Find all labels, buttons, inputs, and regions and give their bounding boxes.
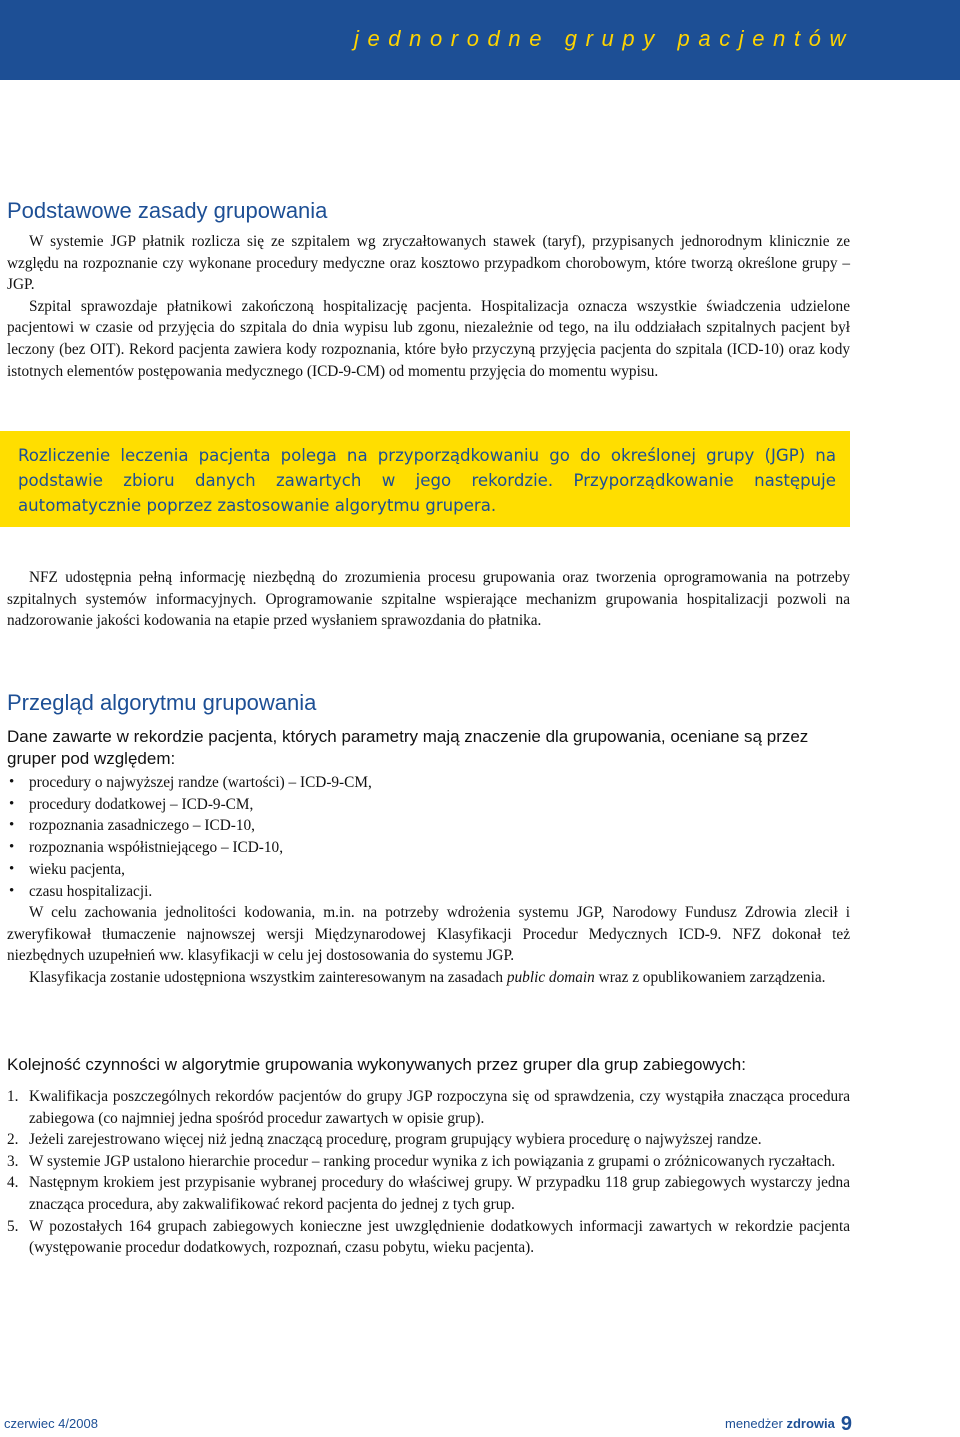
- list-item: 1. Kwalifikacja poszczególnych rekordów pacjentów do grupy JGP rozpoczyna się od sprawdzenia, czy wystąpiła znacząca procedura zabiegowa (co najmniej jedna spośród procedur zawartych w opisie grup).: [7, 1088, 850, 1127]
- list-item: 5. W pozostałych 164 grupach zabiegowych konieczne jest uwzględnienie dodatkowych informacji zawartych w rekordzie pacjenta (występowanie procedur dodatkowych, rozpoznań, czasu pobytu, wieku pacjenta).: [7, 1217, 850, 1257]
- header-title: jednorodne grupy pacjentów: [353, 26, 854, 51]
- parameters-list: [7, 772, 850, 902]
- brand-name: menedżer zdrowia: [725, 1416, 835, 1431]
- list-item: • procedury o najwyższej randze (wartości) – ICD-9-CM,: [7, 772, 850, 794]
- footer-issue: czerwiec 4/2008: [4, 1416, 98, 1431]
- paragraph-basics-2: Szpital sprawozdaje płatnikowi zakończoną hospitalizację pacjenta. Hospitalizacja oznacza wszystkie świadczenia udzielone pacjentowi w czasie od przyjęcia do szpitala do dnia wypisu lub zgonu, niezależnie od tego, na ilu oddziałach szpitalnych pacjent był leczony (bez OIT). Rekord pacjenta zawiera kody rozpoznania, które było przyczyną przyjęcia pacjenta do szpitala (ICD-10) oraz kody istotnych elementów postępowania medycznego (ICD-9-CM) od momentu przyjęcia do momentu wypisu.: [7, 297, 850, 380]
- main-content: [7, 195, 850, 382]
- highlight-box: [0, 431, 850, 527]
- list-item: • czasu hospitalizacji.: [7, 881, 850, 903]
- paragraph-public-domain: Klasyfikacja zostanie udostępniona wszystkim zainteresowanym na zasadach public domain wraz z opublikowaniem zarządzenia.: [29, 969, 826, 986]
- list-item: • procedury dodatkowej – ICD-9-CM,: [7, 794, 850, 816]
- section-heading-basics: Podstawowe zasady grupowania: [7, 198, 328, 223]
- nfz-block: [7, 567, 850, 632]
- subheading-steps: Kolejność czynności w algorytmie grupowania wykonywanych przez gruper dla grup zabiegowych:: [7, 1055, 746, 1074]
- list-item: 3. W systemie JGP ustalono hierarchie procedur – ranking procedur wynika z ich powiązania z grupami o zróżnicowanych ryczałtach.: [7, 1152, 836, 1170]
- paragraph-icd9-translation: W celu zachowania jednolitości kodowania, m.in. na potrzeby wdrożenia systemu JGP, Narodowy Fundusz Zdrowia zlecił i zweryfikował tłumaczenie najnowszej wersji Międzynarodowej Klasyfikacji Procedur Medycznych ICD-9. NFZ dokonał też niezbędnych uzupełnień ww. klasyfikacji w celu jej dostosowania do systemu JGP.: [7, 904, 850, 965]
- bullet-icon: •: [9, 860, 15, 877]
- section-heading-algorithm: Przegląd algorytmu grupowania: [7, 690, 317, 715]
- list-item: • rozpoznania zasadniczego – ICD-10,: [7, 815, 850, 837]
- highlight-text: Rozliczenie leczenia pacjenta polega na przyporządkowaniu go do określonej grupy (JGP) na podstawie zbioru danych zawartych w jego rekordzie. Przyporządkowanie następuje automatycznie poprzez zastosowanie algorytmu grupera.: [18, 446, 836, 515]
- page-number: 9: [840, 1413, 852, 1435]
- bullet-icon: •: [9, 795, 15, 812]
- list-item: 2. Jeżeli zarejestrowano więcej niż jedną znaczącą procedurę, program grupujący wybiera procedurę o najwyższej randze.: [7, 1131, 762, 1149]
- list-item: 4. Następnym krokiem jest przypisanie wybranej procedury do właściwej grupy. W przypadku 118 grup zabiegowych wystarczy jedna znacząca procedura, aby zakwalifikować rekord pacjenta do jednej z tych grup.: [7, 1174, 850, 1213]
- paragraph-nfz: NFZ udostępnia pełną informację niezbędną do zrozumienia procesu grupowania oraz tworzenia oprogramowania na potrzeby szpitalnych systemów informacyjnych. Oprogramowanie szpitalne wspierające mechanizm grupowania hospitalizacji pozwoli na nadzorowanie jakości kodowania na etapie przed wysłaniem sprawozdania do płatnika.: [7, 569, 850, 630]
- bullet-icon: •: [9, 774, 15, 790]
- bullet-icon: •: [9, 817, 15, 834]
- steps-section: [7, 1054, 850, 1259]
- steps-list: [7, 1086, 850, 1259]
- header-bar: [0, 0, 960, 80]
- bullet-icon: •: [9, 839, 15, 856]
- paragraph-basics-1: W systemie JGP płatnik rozlicza się ze szpitalem wg zryczałtowanych stawek (taryf), przypisanych jednorodnym klinicznie ze względu na rozpoznanie czy wykonane procedury medyczne oraz kosztowo przypadkom chorobowym, które tworzą określone grupy – JGP.: [7, 233, 850, 294]
- list-item: • wieku pacjenta,: [7, 859, 850, 881]
- list-item: • rozpoznania współistniejącego – ICD-10,: [7, 837, 850, 859]
- subheading-parameters: Dane zawarte w rekordzie pacjenta, których parametry mają znaczenie dla grupowania, oceniane są przez gruper pod względem:: [7, 727, 809, 768]
- footer-brand: [725, 1413, 852, 1436]
- algorithm-section: [7, 687, 850, 989]
- bullet-icon: •: [9, 882, 15, 899]
